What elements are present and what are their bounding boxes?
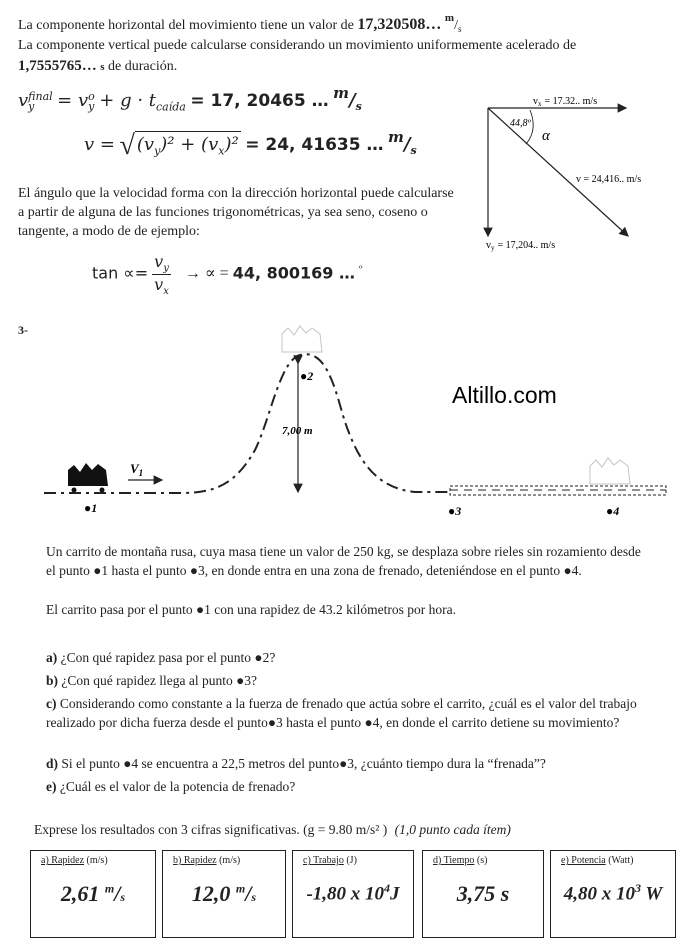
problem-statement-2: El carrito pasa por el punto ●1 con una rapidez de 43.2 kilómetros por hora. <box>46 602 457 617</box>
cart-point-1 <box>68 463 108 493</box>
vy-result: = 17, 20465 … <box>190 91 329 111</box>
cart-point-4 <box>590 458 630 484</box>
v-rad-2-sub: x <box>218 144 225 158</box>
watermark: Altillo.com <box>452 382 557 408</box>
v1-label: $V_1$ <box>130 461 144 478</box>
answer-d-head <box>433 855 487 866</box>
tan-label: tan ∝= <box>92 263 149 283</box>
question-c-text: Considerando como constante a la fuerza de frenado que actúa sobre el carrito, ¿cuál es el valor del trabajo realizado por dicha fuerza desde el punto●3 hasta el punto ●4, en donde el carrito detiene su movimiento? <box>46 696 637 730</box>
vy-rhs-sub: y <box>88 99 95 113</box>
answer-a-head <box>41 855 108 866</box>
v-rad-open: (v <box>136 134 155 155</box>
point-3-label: ●3 <box>448 504 462 518</box>
answer-b-num: 12,0 <box>191 881 231 906</box>
answer-b-head <box>173 855 240 866</box>
tan-arrow: → ∝ = <box>184 265 229 283</box>
vertical-text-2: de duración. <box>108 59 178 74</box>
answer-box-c <box>292 850 414 938</box>
question-b <box>46 671 666 690</box>
answer-box-d <box>422 850 544 938</box>
instructions-line <box>34 822 511 838</box>
answer-b-value: 12,0 $^m$/s <box>191 881 257 906</box>
answer-d-num: 3,75 s <box>456 881 510 906</box>
v-lhs: v = <box>84 134 115 155</box>
cart-point-2 <box>282 326 322 352</box>
vy-label: $v_y = 17,204$.. m/s <box>486 240 556 252</box>
question-c <box>46 694 646 732</box>
answer-c-head <box>303 855 357 866</box>
question-a <box>46 648 666 667</box>
v-equation: v = √ $(v_y)^2 + (v_x)^2 = 24$, 41635 … $^m/_s$ <box>84 128 417 161</box>
vy-unit-num: m <box>333 84 349 102</box>
vertical-component-line <box>18 36 688 77</box>
v-result: = 24, 41635 … <box>245 135 384 155</box>
answer-e-exp: 3 <box>634 881 641 895</box>
vy-rhs-1: = v <box>57 90 89 111</box>
question-d <box>46 754 666 773</box>
answer-d-head-u: d) Tiempo <box>433 855 475 866</box>
answer-e-value <box>551 881 675 905</box>
answer-a-head-u: a) Rapidez <box>41 855 85 866</box>
answer-a-unit-num: m <box>104 881 115 896</box>
v-unit-num: m <box>387 128 404 146</box>
angle-paragraph: El ángulo que la velocidad forma con la dirección horizontal puede calcularse a partir de alguna de las funciones trigonométricas, ya sea seno, coseno o tangente, a modo de de ejemplo: <box>18 186 454 239</box>
answer-e-head-rest: (Watt) <box>605 855 634 866</box>
tan-formula <box>92 252 362 297</box>
frac-num-sub: y <box>163 263 169 275</box>
v-label: v = 24,416.. m/s <box>576 174 642 185</box>
answer-a-value: 2,61 $^m$/s <box>60 881 126 906</box>
deg-symbol: º <box>358 263 363 276</box>
vy-sup: final <box>28 89 53 103</box>
answer-c-exp: 4 <box>384 881 391 895</box>
v-rad-1-sub: y <box>154 144 161 158</box>
v-rad-2-end: )² <box>224 134 239 155</box>
answer-d-value <box>423 881 543 907</box>
answer-c-value <box>293 881 413 905</box>
horizontal-text: La componente horizontal del movimiento tiene un valor de <box>18 18 354 33</box>
answer-e-unit: W <box>640 883 663 905</box>
point-4-label: ●4 <box>606 504 620 518</box>
height-label: 7,00 m <box>282 425 313 437</box>
sqrt-symbol: √ <box>119 130 135 161</box>
answer-box-e <box>550 850 676 938</box>
roller-coaster-diagram <box>30 320 680 530</box>
answer-box-a <box>30 850 156 938</box>
answer-a-unit-den: s <box>120 890 126 904</box>
answer-c-num: -1,80 x 10 <box>306 883 385 905</box>
answer-b-unit-den: s <box>251 890 257 904</box>
question-e-text: ¿Cuál es el valor de la potencia de frenado? <box>59 779 296 794</box>
question-b-text: ¿Con qué rapidez llega al punto ●3? <box>61 673 257 688</box>
question-e-letter: e) <box>46 779 57 794</box>
answer-c-unit: J <box>390 883 400 905</box>
vector-diagram <box>478 88 678 258</box>
frac-den: v <box>154 275 164 295</box>
answer-b-head-rest: (m/s) <box>216 855 241 866</box>
answer-c-head-rest: (J) <box>343 855 357 866</box>
vertical-unit: s <box>100 61 105 73</box>
answer-e-head <box>561 855 634 866</box>
point-1-label: ●1 <box>84 501 98 515</box>
question-b-letter: b) <box>46 673 59 688</box>
vertical-text-1: La componente vertical puede calcularse considerando un movimiento uniformemente acelerado de <box>18 38 577 53</box>
vy-unit-den: s <box>355 100 362 113</box>
question-a-letter: a) <box>46 650 58 665</box>
frac-den-sub: x <box>163 286 169 298</box>
vy-lhs: v <box>18 90 29 111</box>
points-note: (1,0 punto cada ítem) <box>394 822 511 837</box>
question-d-letter: d) <box>46 756 59 771</box>
v-radicand <box>135 131 241 158</box>
instructions: Exprese los resultados con 3 cifras significativas. (g = 9.80 m/s² ) <box>34 822 388 837</box>
horizontal-unit-den: s <box>457 24 462 34</box>
vy-rhs-sub2: caída <box>156 100 186 114</box>
angle-label: 44,8º <box>510 118 531 129</box>
vy-rhs-2: + g · t <box>99 90 157 111</box>
vy-equation: v final y = v o y + $g \cdot t_{caída} = 17$, 20465 … $^m/_s$ <box>18 84 362 114</box>
vertical-value: 1,7555765… <box>18 58 97 74</box>
v-rad-1-end: )² + (v <box>160 134 219 155</box>
horizontal-component-line: La componente horizontal del movimiento tiene un valor de 17,320508… $^m/_s$ <box>18 12 462 34</box>
answer-d-head-rest: (s) <box>474 855 488 866</box>
vx-label: $v_x = 17.32$.. m/s <box>533 96 598 108</box>
problem-statement-1: Un carrito de montaña rusa, cuya masa tiene un valor de 250 kg, se desplaza sobre rieles sin rozamiento desde el punto ●1 hasta el punto ●3, en donde entra en una zona de frenado, deteniéndose en el punto ●4. <box>46 544 641 578</box>
v-arrow <box>488 108 628 236</box>
problem-number: 3- <box>18 323 28 337</box>
v-unit-den: s <box>410 144 417 157</box>
question-c-letter: c) <box>46 696 57 711</box>
point-2-label: ●2 <box>300 369 314 383</box>
alpha-label: α <box>542 128 550 144</box>
horizontal-unit-num: m <box>444 12 455 24</box>
vy-rhs-sup: o <box>88 89 95 103</box>
tan-fraction <box>152 252 171 297</box>
question-a-text: ¿Con qué rapidez pasa por el punto ●2? <box>60 650 276 665</box>
answer-box-b <box>162 850 286 938</box>
answer-e-num: 4,80 x 10 <box>563 883 635 905</box>
vy-sub: y <box>28 99 35 113</box>
frac-num: v <box>154 252 164 271</box>
answer-a-head-rest: (m/s) <box>84 855 108 866</box>
question-e <box>46 777 666 796</box>
horizontal-value: 17,320508… <box>357 16 442 33</box>
answer-b-unit-num: m <box>235 881 246 896</box>
question-d-text: Si el punto ●4 se encuentra a 22,5 metros del punto●3, ¿cuánto tiempo dura la “frenada”? <box>61 756 546 771</box>
answer-e-head-u: e) Potencia <box>561 855 606 866</box>
answer-b-head-u: b) Rapidez <box>173 855 217 866</box>
answer-c-head-u: c) Trabajo <box>303 855 344 866</box>
angle-result: 44, 800169 … <box>232 263 355 283</box>
answer-a-num: 2,61 <box>60 881 100 906</box>
